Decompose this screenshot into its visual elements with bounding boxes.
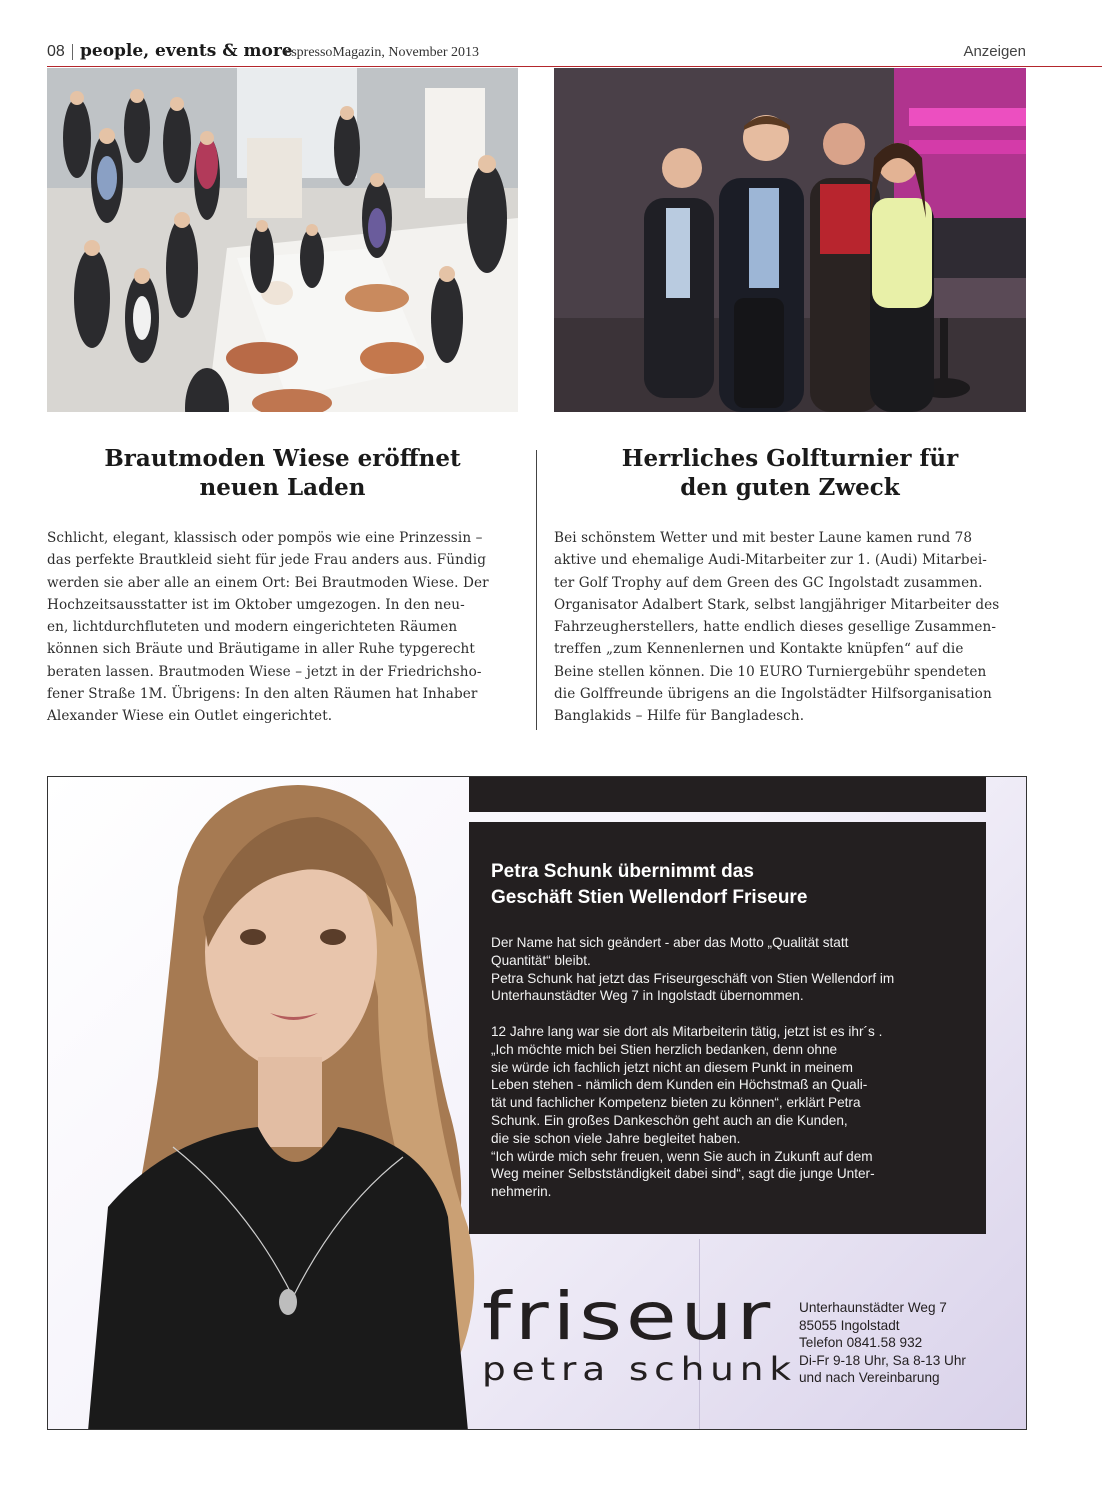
body-line: das perfekte Brautkleid sieht für jede Frau anders aus. Fündig	[47, 552, 487, 569]
ad-text-box	[469, 822, 986, 1234]
ad-body	[491, 934, 971, 1201]
contact-address: Unterhaunstädter Weg 7	[799, 1300, 947, 1315]
ad-body-line: Unterhaunstädter Weg 7 in Ingolstadt übernommen.	[491, 988, 804, 1004]
ad-top-bar	[469, 777, 986, 812]
body-line: Beine stellen können. Die 10 EURO Turniergebühr spendeten	[554, 663, 987, 680]
section-title: people, events & more	[80, 41, 293, 61]
article-headline-golf	[554, 444, 1026, 502]
ad-body-line: „Ich möchte mich bei Stien herzlich bedanken, denn ohne	[491, 1041, 838, 1057]
body-line: aktive und ehemalige Audi-Mitarbeiter zur 1. (Audi) Mitarbei-	[554, 552, 987, 569]
body-line: ter Golf Trophy auf dem Green des GC Ingolstadt zusammen.	[554, 574, 983, 591]
ad-body-line: tät und fachlicher Kompetenz bieten zu können“, erklärt Petra	[491, 1095, 861, 1111]
ad-title-line: Petra Schunk übernimmt das	[491, 861, 754, 882]
body-line: en, lichtdurchfluteten und modern eingerichteten Räumen	[47, 619, 458, 636]
paragraph-gap	[491, 1005, 971, 1023]
ad-body-line: Der Name hat sich geändert - aber das Motto „Qualität statt	[491, 935, 849, 950]
contact-city: 85055 Ingolstadt	[799, 1317, 900, 1333]
body-line: Schlicht, elegant, klassisch oder pompös wie eine Prinzessin –	[47, 530, 483, 546]
ad-title-line: Geschäft Stien Wellendorf Friseure	[491, 887, 808, 908]
ads-label: Anzeigen	[963, 43, 1026, 60]
page-header	[47, 40, 1102, 68]
ad-body-line: nehmerin.	[491, 1184, 552, 1200]
body-line: Organisator Adalbert Stark, selbst langjähriger Mitarbeiter des	[554, 596, 1000, 613]
body-line: Hochzeitsausstatter ist im Oktober umgezogen. In den neu-	[47, 596, 465, 613]
magazine-issue: espressoMagazin, November 2013	[285, 45, 480, 60]
ad-body-line: 12 Jahre lang war sie dort als Mitarbeiterin tätig, jetzt ist es ihr´s .	[491, 1023, 883, 1039]
ad-body-line: Petra Schunk hat jetzt das Friseurgeschäft von Stien Wellendorf im	[491, 970, 895, 986]
body-line: fener Straße 1M. Übrigens: In den alten Räumen hat Inhaber	[47, 686, 478, 703]
ad-body-line: Schunk. Ein großes Dankeschön geht auch an die Kunden,	[491, 1112, 848, 1128]
body-line: Alexander Wiese ein Outlet eingerichtet.	[47, 708, 333, 725]
body-line: werden sie aber alle an einem Ort: Bei Brautmoden Wiese. Der	[47, 574, 489, 591]
ad-body-line: sie würde ich fachlich jetzt nicht an diesem Punkt in meinem	[491, 1059, 853, 1075]
ad-body-line: die sie schon viele Jahre begleitet haben.	[491, 1130, 741, 1146]
headline-line: Herrliches Golfturnier für	[621, 445, 959, 472]
article-body-golf	[554, 527, 1026, 728]
header-rule	[47, 66, 1102, 67]
ad-body-line: Quantität“ bleibt.	[491, 952, 591, 968]
logo-word: friseur	[482, 1278, 775, 1355]
header-separator	[72, 44, 73, 60]
contact-phone: Telefon 0841.58 932	[799, 1335, 923, 1350]
portrait-photo	[48, 777, 488, 1430]
body-line: Banglakids – Hilfe für Bangladesch.	[554, 708, 805, 725]
salon-logo	[482, 1278, 797, 1388]
article-body-bridal	[47, 527, 518, 728]
ad-body-line: “Ich würde mich sehr freuen, wenn Sie auch in Zukunft auf dem	[491, 1148, 873, 1164]
column-divider	[536, 450, 537, 730]
body-line: treffen „zum Kennenlernen und Kontakte knüpfen“ auf die	[554, 641, 964, 658]
article-headline-bridal	[47, 444, 518, 502]
headline-line: den guten Zweck	[680, 474, 900, 501]
body-line: können sich Bräute und Bräutigame in aller Ruhe typgerecht	[47, 641, 475, 658]
ad-title	[491, 859, 971, 911]
bridal-shop-photo	[47, 68, 518, 412]
headline-line: Brautmoden Wiese eröffnet	[104, 445, 461, 472]
contact-appointment: und nach Vereinbarung	[799, 1370, 940, 1385]
golf-tournament-photo	[554, 68, 1026, 412]
headline-line: neuen Laden	[199, 474, 366, 501]
body-line: beraten lassen. Brautmoden Wiese – jetzt in der Friedrichsho-	[47, 663, 482, 680]
page-number: 08	[47, 43, 65, 60]
logo-name: petra schunk	[482, 1350, 797, 1388]
contact-hours: Di-Fr 9-18 Uhr, Sa 8-13 Uhr	[799, 1352, 966, 1368]
body-line: Fahrzeugherstellers, hatte endlich dieses gesellige Zusammen-	[554, 619, 997, 636]
body-line: die Golffreunde übrigens an die Ingolstädter Hilfsorganisation	[554, 686, 992, 703]
ad-body-line: Leben stehen - nämlich dem Kunden ein Höchstmaß an Quali-	[491, 1077, 868, 1093]
ad-body-line: Weg meiner Selbstständigkeit dabei sind“, sagt die junge Unter-	[491, 1166, 875, 1182]
hair-salon-advertisement	[47, 776, 1027, 1430]
salon-contact	[799, 1299, 966, 1387]
body-line: Bei schönstem Wetter und mit bester Laune kamen rund 78	[554, 530, 973, 546]
